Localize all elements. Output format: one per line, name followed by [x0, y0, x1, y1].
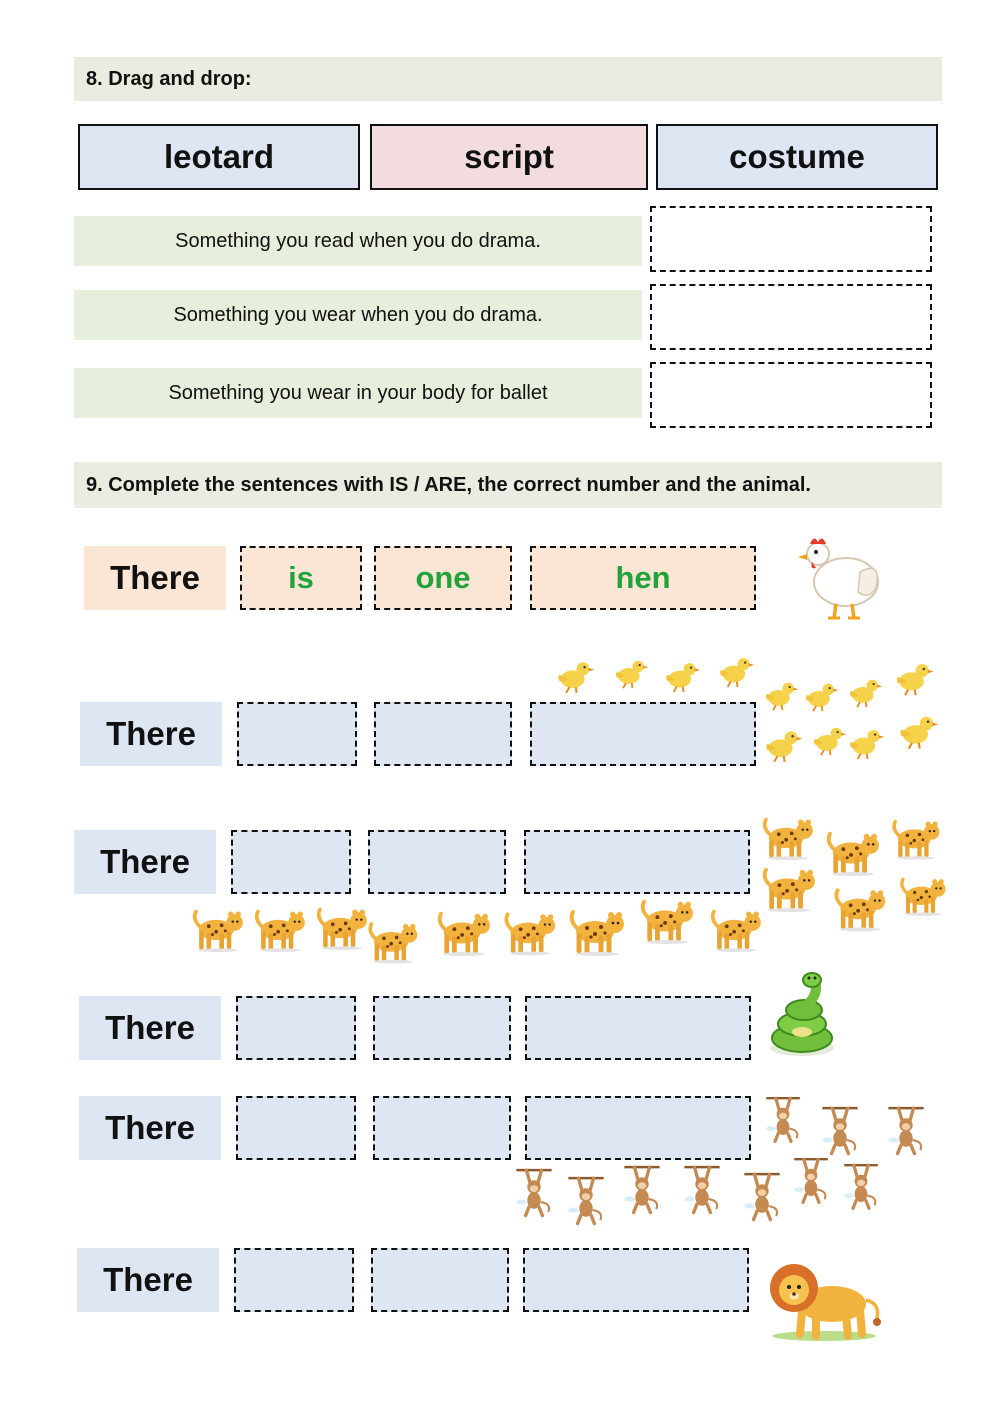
drop-zone-1[interactable] [650, 206, 932, 272]
exercise-8-title: 8. Drag and drop: [74, 57, 942, 101]
example-verb-box: is [240, 546, 362, 610]
word-tile-costume[interactable]: costume [656, 124, 938, 190]
row-4-number-box[interactable] [373, 1096, 511, 1160]
row-1-number-box[interactable] [374, 702, 512, 766]
clue-3: Something you wear in your body for ballet [74, 368, 642, 418]
there-label: There [84, 546, 226, 610]
leopard-icon [190, 810, 950, 970]
drop-zone-3[interactable] [650, 362, 932, 428]
row-5-animal-box[interactable] [523, 1248, 749, 1312]
hen-icon [796, 530, 888, 622]
lion-icon [766, 1252, 886, 1344]
row-4-verb-box[interactable] [236, 1096, 356, 1160]
row-5-verb-box[interactable] [234, 1248, 354, 1312]
word-tile-script[interactable]: script [370, 124, 648, 190]
row-3-animal-box[interactable] [525, 996, 751, 1060]
row-5-number-box[interactable] [371, 1248, 509, 1312]
monkey-icon [505, 1090, 940, 1230]
there-label: There [79, 996, 221, 1060]
there-label: There [74, 830, 216, 894]
exercise-9-title: 9. Complete the sentences with IS / ARE, the correct number and the animal. [74, 462, 942, 508]
there-label: There [77, 1248, 219, 1312]
there-label: There [79, 1096, 221, 1160]
word-tile-leotard[interactable]: leotard [78, 124, 360, 190]
there-label: There [80, 702, 222, 766]
row-3-number-box[interactable] [373, 996, 511, 1060]
clue-2: Something you wear when you do drama. [74, 290, 642, 340]
clue-1: Something you read when you do drama. [74, 216, 642, 266]
row-3-verb-box[interactable] [236, 996, 356, 1060]
chick-icon [555, 650, 955, 774]
snake-icon [764, 972, 844, 1060]
row-1-verb-box[interactable] [237, 702, 357, 766]
example-number-box: one [374, 546, 512, 610]
drop-zone-2[interactable] [650, 284, 932, 350]
example-animal-box: hen [530, 546, 756, 610]
